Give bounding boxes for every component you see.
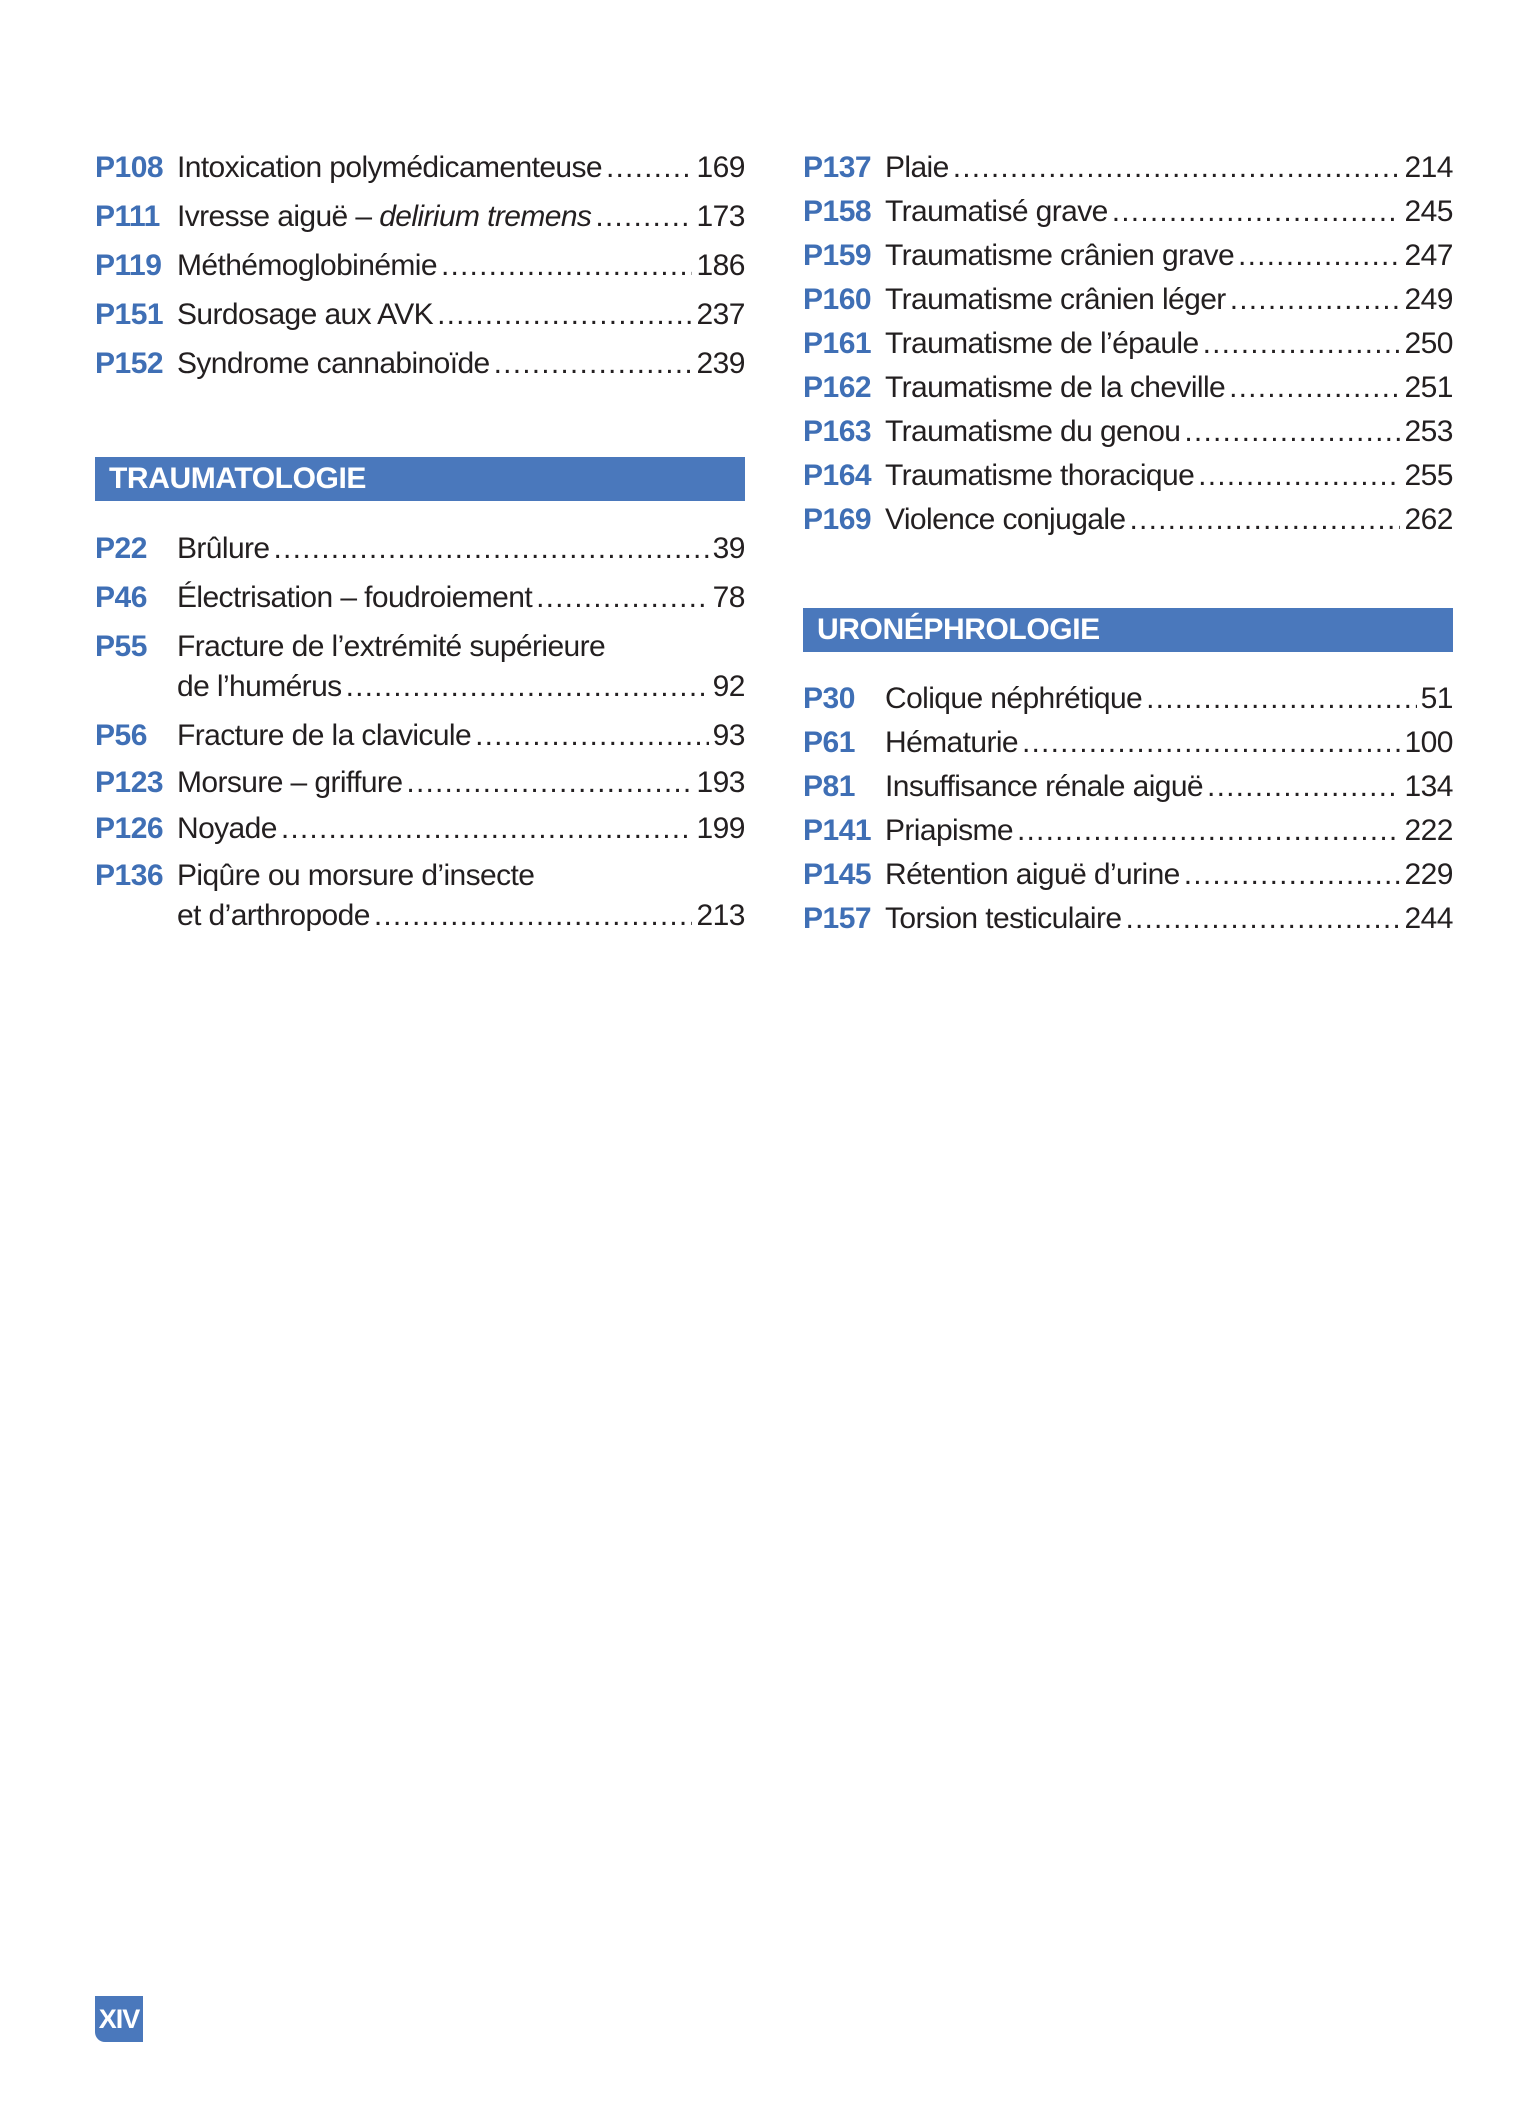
entry-code: P163 [803,415,872,448]
entry-page: 39 [712,532,745,565]
toc-entry-p164[interactable] [803,456,1453,496]
entry-page: 51 [1420,682,1453,715]
toc-entry-p126[interactable] [95,809,745,849]
dot-leader [406,763,692,803]
entry-code: P108 [95,151,164,184]
entry-page: 78 [712,581,745,614]
dot-leader [1022,723,1400,763]
entry-title: Surdosage aux AVK [177,298,434,331]
entry-title: Brûlure [177,532,270,565]
entry-title: Torsion testiculaire [885,902,1122,935]
entry-code: P151 [95,298,164,331]
entry-title: Noyade [177,812,277,845]
entry-title: Rétention aiguë d’urine [885,858,1180,891]
dot-leader [1184,855,1401,895]
entry-title: Traumatisé grave [885,195,1108,228]
entry-code: P126 [95,812,164,845]
dot-leader [1184,412,1400,452]
dot-leader [494,344,693,384]
dot-leader [1207,767,1400,807]
entry-title: Traumatisme du genou [885,415,1181,448]
dot-leader [1130,500,1401,540]
entry-code: P157 [803,902,872,935]
dot-leader [1229,368,1400,408]
toc-entry-p137[interactable] [803,148,1453,188]
entry-code: P30 [803,682,855,715]
entry-page: 244 [1404,902,1453,935]
entry-code: P137 [803,151,872,184]
dot-leader [1238,236,1400,276]
entry-title: Plaie [885,151,949,184]
dot-leader [1230,280,1401,320]
entry-title: Méthémoglobinémie [177,249,437,282]
toc-entry-p160[interactable] [803,280,1453,320]
entry-title: Électrisation – foudroiement [177,581,533,614]
entry-page: 255 [1404,459,1453,492]
dot-leader [1146,679,1416,719]
entry-page: 169 [696,151,745,184]
entry-page: 199 [696,812,745,845]
entry-page: 186 [696,249,745,282]
entry-page: 100 [1404,726,1453,759]
entry-code: P162 [803,371,872,404]
entry-title-italic: delirium tremens [379,200,592,233]
entry-code: P160 [803,283,872,316]
toc-entry-p141[interactable] [803,811,1453,851]
entry-page: 239 [696,347,745,380]
dot-leader [346,667,709,707]
entry-page: 222 [1404,814,1453,847]
entry-page: 173 [696,200,745,233]
entry-title-line2: et d’arthropode [177,899,370,932]
toc-entry-p157[interactable] [803,899,1453,939]
entry-title: Insuffisance rénale aiguë [885,770,1204,803]
entry-page: 229 [1404,858,1453,891]
entry-code: P46 [95,581,147,614]
entry-code: P81 [803,770,855,803]
dot-leader [281,809,693,849]
toc-entry-p159[interactable] [803,236,1453,276]
entry-page: 134 [1404,770,1453,803]
entry-title: Intoxication polymédicamenteuse [177,151,602,184]
entry-page: 253 [1404,415,1453,448]
dot-leader [437,295,692,335]
toc-entry-p81[interactable] [803,767,1453,807]
entry-code: P169 [803,503,872,536]
entry-title: Piqûre ou morsure d’insecte [177,859,535,892]
toc-entry-p163[interactable] [803,412,1453,452]
entry-title-line2: de l’humérus [177,670,342,703]
toc-entry-p152[interactable] [95,344,745,384]
section-heading-traumatologie: TRAUMATOLOGIE [95,457,745,501]
entry-page: 247 [1404,239,1453,272]
entry-code: P145 [803,858,872,891]
toc-entry-p108[interactable] [95,148,745,188]
dot-leader [1203,324,1401,364]
entry-code: P56 [95,719,147,752]
entry-code: P111 [95,200,160,233]
entry-code: P136 [95,859,164,892]
entry-title: Colique néphrétique [885,682,1143,715]
entry-title: Fracture de l’extrémité supérieure [177,630,606,663]
entry-code: P61 [803,726,855,759]
entry-page: 213 [696,899,745,932]
toc-entry-p145[interactable] [803,855,1453,895]
entry-code: P141 [803,814,872,847]
entry-title: Traumatisme de l’épaule [885,327,1199,360]
dot-leader [1125,899,1400,939]
entry-title: Traumatisme crânien grave [885,239,1235,272]
toc-entry-p136[interactable] [95,856,745,936]
entry-page: 92 [712,670,745,703]
dot-leader [374,896,693,936]
entry-page: 193 [696,766,745,799]
toc-entry-p123[interactable] [95,763,745,803]
entry-title: Traumatisme thoracique [885,459,1195,492]
entry-page: 262 [1404,503,1453,536]
toc-entry-p111[interactable] [95,197,745,237]
entry-page: 249 [1404,283,1453,316]
toc-entry-p158[interactable] [803,192,1453,232]
toc-entry-p161[interactable] [803,324,1453,364]
entry-title: Traumatisme crânien léger [885,283,1226,316]
toc-entry-p169[interactable] [803,500,1453,540]
toc-entry-p61[interactable] [803,723,1453,763]
dot-leader [536,578,709,618]
entry-title: Morsure – griffure [177,766,403,799]
section-heading-uronephrologie: URONÉPHROLOGIE [803,608,1453,652]
entry-page: 214 [1404,151,1453,184]
page-number-badge: XIV [95,1996,143,2042]
entry-title [177,197,591,237]
toc-entry-p46[interactable] [95,578,745,618]
entry-code: P152 [95,347,164,380]
toc-entry-p56[interactable] [95,716,745,756]
entry-code: P55 [95,630,147,663]
entry-page: 250 [1404,327,1453,360]
entry-title: Hématurie [885,726,1018,759]
dot-leader [1112,192,1401,232]
dot-leader [475,716,709,756]
entry-title: Traumatisme de la cheville [885,371,1226,404]
toc-entry-p162[interactable] [803,368,1453,408]
entry-title-regular: Ivresse aiguë – [177,200,380,233]
entry-code: P161 [803,327,872,360]
entry-title: Violence conjugale [885,503,1126,536]
entry-title: Syndrome cannabinoïde [177,347,490,380]
entry-title: Fracture de la clavicule [177,719,472,752]
toc-entry-p22[interactable] [95,529,745,569]
entry-page: 245 [1404,195,1453,228]
entry-page: 93 [712,719,745,752]
dot-leader [1198,456,1400,496]
entry-page: 237 [696,298,745,331]
entry-page: 251 [1404,371,1453,404]
dot-leader [606,148,692,188]
entry-code: P159 [803,239,872,272]
toc-entry-p30[interactable] [803,679,1453,719]
entry-code: P22 [95,532,147,565]
entry-code: P119 [95,249,162,282]
entry-code: P164 [803,459,872,492]
entry-code: P123 [95,766,164,799]
entry-code: P158 [803,195,872,228]
entry-title: Priapisme [885,814,1013,847]
toc-entry-p119[interactable] [95,246,745,286]
dot-leader [1017,811,1400,851]
dot-leader [595,197,692,237]
dot-leader [441,246,692,286]
toc-entry-p151[interactable] [95,295,745,335]
dot-leader [274,529,709,569]
dot-leader [953,148,1401,188]
toc-entry-p55[interactable] [95,627,745,707]
